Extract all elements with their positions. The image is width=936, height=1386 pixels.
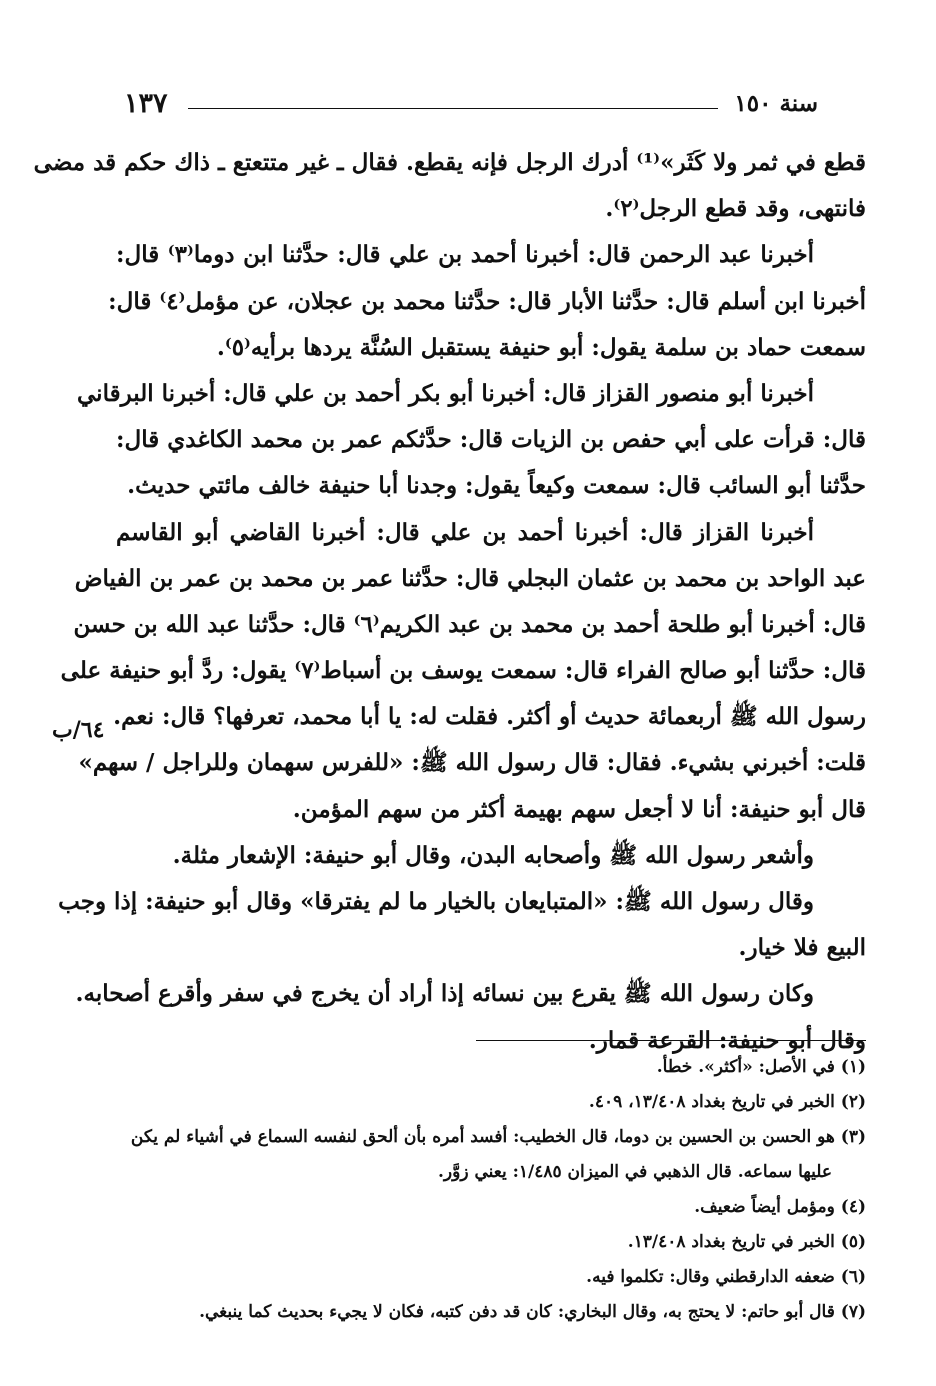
footnote: (٦) ضعفه الدارقطني وقال: تكلموا فيه. xyxy=(586,1267,866,1287)
text-line: قال: حدَّثنا أبو صالح الفراء قال: سمعت يوسف بن أسباط⁽٧⁾ يقول: ردَّ أبو حنيفة على xyxy=(60,657,866,685)
text-line: أخبرنا ابن أسلم قال: حدَّثنا الأبار قال: حدَّثنا محمد بن عجلان، عن مؤمل⁽٤⁾ قال: xyxy=(108,287,866,315)
footnote-separator xyxy=(476,1040,866,1041)
text-line: سمعت حماد بن سلمة يقول: أبو حنيفة يستقبل السُنَّة يردها برأيه⁽٥⁾. xyxy=(216,333,866,361)
text-line: أخبرنا القزاز قال: أخبرنا أحمد بن علي قال: أخبرنا القاضي أبو القاسم xyxy=(116,518,814,546)
footnotes xyxy=(90,1050,866,1330)
footnote: (٢) الخبر في تاريخ بغداد ١٣/٤٠٨، ٤٠٩. xyxy=(588,1092,866,1112)
text-line: قال: أخبرنا أبو طلحة أحمد بن محمد بن عبد الكريم⁽٦⁾ قال: حدَّثنا عبد الله بن حسن xyxy=(73,610,866,638)
text-line: قطع في ثمر ولا كَثَر»⁽¹⁾ أدرك الرجل فإنه يقطع. فقال ـ غير متتعتع ـ ذاك حكم قد مضى xyxy=(33,149,866,176)
text-line: قال أبو حنيفة: أنا لا أجعل سهم بهيمة أكثر من سهم المؤمن. xyxy=(292,795,866,823)
footnote: (٧) قال أبو حاتم: لا يحتج به، وقال البخاري: كان قد دفن كتبه، فكان لا يجيء بحديث كما ينبغي. xyxy=(199,1302,866,1322)
page-number: ١٣٧ xyxy=(124,88,168,119)
text-line: أخبرنا عبد الرحمن قال: أخبرنا أحمد بن علي قال: حدَّثنا ابن دوما⁽٣⁾ قال: xyxy=(116,241,814,269)
text-line: فانتهى، وقد قطع الرجل⁽٢⁾. xyxy=(605,195,866,223)
text-line: وأشعر رسول الله ﷺ وأصحابه البدن، وقال أبو حنيفة: الإشعار مثلة. xyxy=(172,841,814,869)
footnote: عليها سماعه. قال الذهبي في الميزان ١/٤٨٥: يعني زوَّر. xyxy=(438,1162,832,1182)
footnote: (١) في الأصل: «أكثر». خطأ. xyxy=(656,1057,866,1077)
text-line: أخبرنا أبو منصور القزاز قال: أخبرنا أبو بكر أحمد بن علي قال: أخبرنا البرقاني xyxy=(77,379,814,407)
manuscript-folio-marker: ٦٤/ب xyxy=(52,717,105,743)
text-line: حدَّثنا أبو السائب قال: سمعت وكيعاً يقول: وجدنا أبا حنيفة خالف مائتي حديث. xyxy=(127,472,866,500)
text-line: قلت: أخبرني بشيء. فقال: قال رسول الله ﷺ: «للفرس سهمان وللراجل / سهم» xyxy=(78,749,866,777)
text-line: وكان رسول الله ﷺ يقرع بين نسائه إذا أراد أن يخرج في سفر وأقرع أصحابه. xyxy=(75,980,814,1008)
page-header xyxy=(118,88,818,124)
footnote: (٣) هو الحسن بن الحسين بن دوما، قال الخطيب: أفسد أمره بأن ألحق لنفسه السماع في أشياء لم يكن xyxy=(130,1127,866,1147)
text-line: رسول الله ﷺ أربعمائة حديث أو أكثر. فقلت له: يا أبا محمد، تعرفها؟ قال: نعم. xyxy=(113,703,866,731)
text-line: قال: قرأت على أبي حفص بن الزيات قال: حدَّثكم عمر بن محمد الكاغدي قال: xyxy=(116,426,866,454)
footnote: (٤) ومؤمل أيضاً ضعيف. xyxy=(694,1197,866,1217)
text-line: وقال رسول الله ﷺ: «المتبايعان بالخيار ما لم يفترقا» وقال أبو حنيفة: إذا وجب xyxy=(58,888,814,915)
running-head: سنة ١٥٠ xyxy=(734,90,818,117)
text-line: وقال أبو حنيفة: القرعة قمار. xyxy=(588,1026,866,1054)
text-line: عبد الواحد بن محمد بن عثمان البجلي قال: حدَّثنا عمر بن محمد بن عمر بن الفياض xyxy=(74,564,866,592)
footnote: (٥) الخبر في تاريخ بغداد ١٣/٤٠٨. xyxy=(627,1232,866,1252)
header-rule xyxy=(188,108,718,109)
text-line: البيع فلا خيار. xyxy=(738,934,866,962)
